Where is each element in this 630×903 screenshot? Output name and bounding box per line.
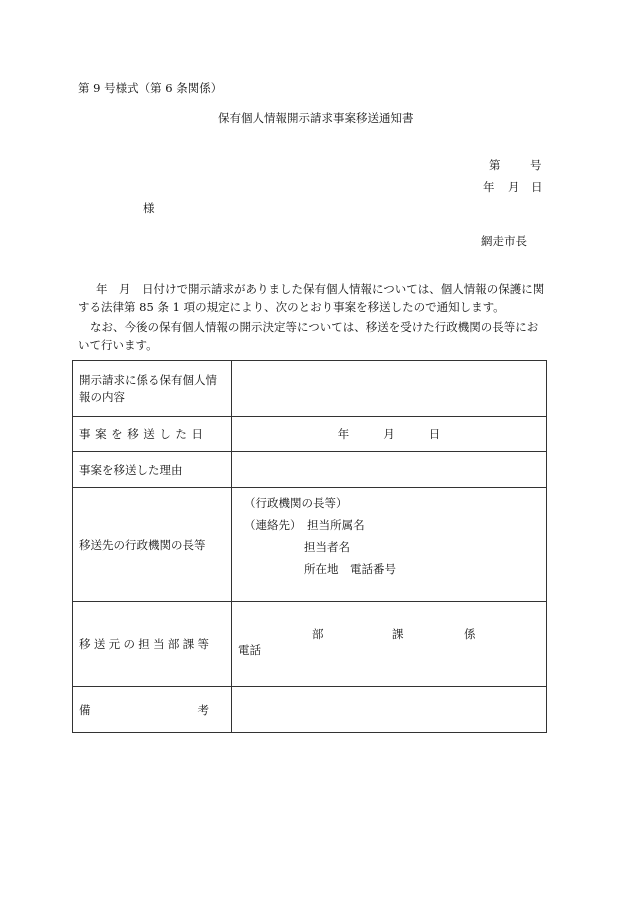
document-title: 保有個人情報開示請求事案移送通知書 <box>218 111 414 125</box>
origin-dept-label: 移 送 元 の 担 当 部 課 等 <box>73 602 232 687</box>
destination-value <box>232 488 547 602</box>
transfer-date-label: 事 案 を 移 送 し た 日 <box>73 417 232 452</box>
date-month: 月 <box>508 180 520 194</box>
remarks-value <box>232 687 547 733</box>
destination-label: 移送先の行政機関の長等 <box>73 488 232 602</box>
transfer-info-table <box>72 360 547 733</box>
table-row <box>73 602 547 687</box>
table-row <box>73 361 547 417</box>
origin-bu: 部 <box>312 627 324 641</box>
table-row <box>73 488 547 602</box>
recipient-suffix: 様 <box>143 201 155 215</box>
content-value-cell <box>232 361 547 417</box>
body-paragraph-1: 年 月 日付けで開示請求がありました保有個人情報については、個人情報の保護に関する法律第 85 条 1 項の規定により、次のとおり事案を移送したので通知します。 <box>78 282 545 314</box>
sender-name: 網走市長 <box>481 234 527 248</box>
destination-address: 所在地 電話番号 <box>304 562 396 576</box>
transfer-reason-value <box>232 452 547 488</box>
transfer-reason-label: 事案を移送した理由 <box>73 452 232 488</box>
form-number: 第 9 号様式（第 6 条関係） <box>78 81 223 95</box>
table-row <box>73 417 547 452</box>
date-day: 日 <box>531 180 543 194</box>
table-row <box>73 452 547 488</box>
content-label: 開示請求に係る保有個人情報の内容 <box>73 361 232 417</box>
table-row <box>73 687 547 733</box>
origin-phone: 電話 <box>238 643 261 657</box>
remarks-label: 備 考 <box>73 687 232 733</box>
origin-ka: 課 <box>392 627 404 641</box>
doc-number-go: 号 <box>530 158 542 172</box>
destination-person: 担当者名 <box>304 540 350 554</box>
body-paragraph-2: なお、今後の保有個人情報の開示決定等については、移送を受けた行政機関の長等において行います。 <box>78 320 539 352</box>
doc-number-dai: 第 <box>489 158 501 172</box>
transfer-date-value: 年 月 日 <box>232 417 547 452</box>
destination-head: （行政機関の長等） <box>244 496 348 510</box>
destination-contact: （連絡先） 担当所属名 <box>244 518 365 532</box>
origin-kakari: 係 <box>464 627 476 641</box>
date-year: 年 <box>483 180 495 194</box>
origin-dept-value <box>232 602 547 687</box>
